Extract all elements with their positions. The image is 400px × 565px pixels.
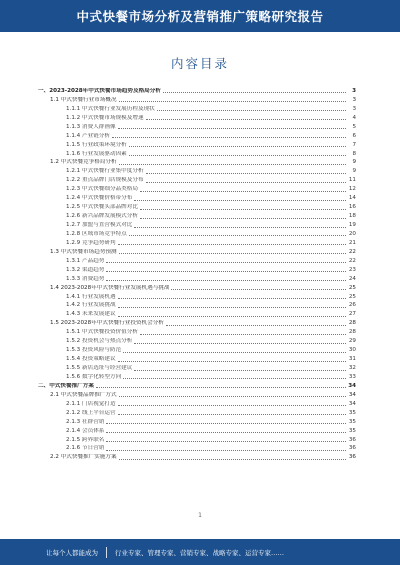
toc-entry-label: 2.1.1 门店视觉打造 [66, 400, 116, 407]
toc-leader-dots [123, 352, 346, 353]
toc-entry[interactable] [38, 158, 356, 167]
toc-entry-label: 2.1.5 跨界联名 [66, 436, 105, 443]
toc-entry-label: 1.4.2 行业发展挑战 [66, 302, 116, 309]
toc-entry[interactable] [38, 229, 356, 238]
footer-tagline: 行业专家、管理专家、营销专家、战略专家、运营专家…… [115, 548, 284, 557]
toc-entry[interactable] [38, 283, 356, 292]
toc-entry[interactable] [38, 247, 356, 256]
toc-entry-label: 一、2023-2028年中式快餐市场趋势及格局分析 [38, 87, 161, 94]
toc-leader-dots [118, 128, 346, 129]
toc-entry[interactable] [38, 274, 356, 283]
toc-entry-label: 2.1.4 会员体系 [66, 427, 105, 434]
toc-entry-page: 20 [348, 230, 356, 237]
toc-entry-page: 9 [352, 159, 356, 166]
toc-entry-page: 34 [348, 391, 356, 398]
toc-entry-label: 1.5.3 投资风险与防范 [66, 347, 122, 354]
toc-entry-page: 8 [352, 150, 356, 157]
toc-entry[interactable] [38, 86, 356, 95]
toc-entry[interactable] [38, 292, 356, 301]
toc-entry-page: 30 [348, 347, 356, 354]
toc-heading: 内容目录 [170, 56, 229, 71]
toc-entry-label: 2.1 中式快餐品牌推广方式 [50, 391, 117, 398]
toc-entry[interactable] [38, 390, 356, 399]
toc-entry-page: 36 [348, 445, 356, 452]
toc-entry[interactable] [38, 408, 356, 417]
toc-entry[interactable] [38, 149, 356, 158]
toc-entry[interactable] [38, 327, 356, 336]
toc-leader-dots [134, 227, 346, 228]
toc-leader-dots [140, 218, 346, 219]
toc-entry[interactable] [38, 301, 356, 310]
toc-entry-page: 25 [348, 284, 356, 291]
toc-leader-dots [118, 405, 346, 406]
toc-entry[interactable] [38, 202, 356, 211]
toc-leader-dots [119, 164, 346, 165]
toc-entry-page: 28 [348, 329, 356, 336]
toc-entry-page: 4 [352, 114, 356, 121]
toc-entry-page: 29 [348, 338, 356, 345]
toc-leader-dots [106, 280, 346, 281]
toc-entry-label: 1.3.2 渠道趋势 [66, 266, 105, 273]
toc-entry-label: 1.3.1 产品趋势 [66, 257, 105, 264]
toc-leader-dots [106, 441, 346, 442]
toc-entry-label: 1.5.1 中式快餐投资价值分析 [66, 329, 138, 336]
toc-leader-dots [140, 209, 346, 210]
toc-entry[interactable] [38, 452, 356, 461]
toc-entry-page: 24 [348, 275, 356, 282]
toc-entry-page: 6 [352, 132, 356, 139]
toc-entry-label: 1.2.1 中式快餐行业集中度分析 [66, 168, 144, 175]
toc-entry[interactable] [38, 113, 356, 122]
toc-entry-label: 1.1.4 产业链分析 [66, 132, 110, 139]
toc-entry[interactable] [38, 238, 356, 247]
toc-entry-label: 1.2.8 区域市场竞争特点 [66, 230, 127, 237]
toc-leader-dots [134, 200, 346, 201]
report-title: 中式快餐市场分析及营销推广策略研究报告 [76, 9, 324, 24]
toc-leader-dots [134, 370, 346, 371]
toc-entry[interactable] [38, 220, 356, 229]
toc-entry-page: 35 [348, 409, 356, 416]
toc-entry-label: 1.3 中式快餐市场趋势预测 [50, 248, 117, 255]
toc-leader-dots [106, 262, 346, 263]
toc-leader-dots [118, 414, 346, 415]
toc-entry-page: 33 [348, 373, 356, 380]
toc-entry[interactable] [38, 345, 356, 354]
toc-entry-label: 1.1.1 中式快餐行业发展历程及现状 [66, 105, 155, 112]
toc-entry-label: 2.1.2 线上平台运营 [66, 409, 116, 416]
toc-entry-label: 1.1.2 中式快餐市场规模及增速 [66, 114, 144, 121]
toc-entry-page: 32 [348, 365, 356, 371]
toc-entry-page: 19 [348, 222, 356, 228]
toc-leader-dots [106, 432, 346, 433]
toc-entry[interactable] [38, 435, 356, 444]
toc-entry-label: 1.5.4 投资策略建议 [66, 356, 116, 363]
toc-leader-dots [146, 173, 346, 174]
footer-divider [106, 547, 107, 558]
toc-leader-dots [118, 298, 346, 299]
toc-entry-page: 5 [352, 123, 356, 130]
toc-entry-label: 1.1.3 消费人群画像 [66, 123, 116, 130]
toc-entry[interactable] [38, 184, 356, 193]
toc-entry[interactable] [38, 131, 356, 140]
toc-entry-page: 16 [348, 204, 356, 211]
toc-entry[interactable] [38, 444, 356, 453]
report-header [0, 0, 400, 32]
toc-entry-page: 28 [348, 320, 356, 327]
toc-leader-dots [106, 450, 346, 451]
toc-entry-page: 3 [352, 96, 356, 103]
toc-entry-page: 18 [348, 213, 356, 220]
toc-entry[interactable] [38, 426, 356, 435]
report-footer [0, 539, 400, 565]
toc-entry[interactable] [38, 122, 356, 131]
toc-leader-dots [140, 191, 346, 192]
toc-entry[interactable] [38, 211, 356, 220]
toc-entry[interactable] [38, 175, 356, 184]
toc-entry-label: 1.1 中式快餐行业市场概况 [50, 96, 117, 103]
toc-entry-page: 25 [348, 293, 356, 300]
toc-entry-page: 9 [352, 168, 356, 175]
toc-entry[interactable] [38, 363, 356, 372]
toc-entry-page: 36 [348, 454, 356, 461]
toc-entry-label: 1.4.1 行业发展机遇 [66, 293, 116, 300]
toc-leader-dots [119, 101, 346, 102]
toc-entry-page: 3 [352, 105, 356, 112]
toc-entry[interactable] [38, 95, 356, 104]
toc-leader-dots [146, 119, 346, 120]
toc-leader-dots [146, 182, 346, 183]
toc-entry-page: 23 [348, 266, 356, 273]
toc-entry-page: 36 [348, 436, 356, 443]
toc-entry[interactable] [38, 381, 356, 390]
toc-leader-dots [123, 378, 346, 379]
toc-leader-dots [157, 110, 346, 111]
toc-leader-dots [171, 289, 346, 290]
toc-entry-label: 2.1.3 社群营销 [66, 418, 105, 425]
toc-entry-page: 3 [352, 87, 356, 94]
toc-entry-label: 1.4 2023-2028年中式快餐行业发展机遇与挑战 [50, 284, 170, 291]
toc-entry[interactable] [38, 140, 356, 149]
toc-entry[interactable] [38, 354, 356, 363]
toc-entry[interactable] [38, 417, 356, 426]
toc-leader-dots [119, 253, 346, 254]
toc-entry-page: 35 [348, 418, 356, 425]
toc-entry-label: 2.2 中式快餐推广实施方案 [50, 454, 117, 461]
toc-entry[interactable] [38, 399, 356, 408]
table-of-contents [38, 86, 356, 461]
toc-leader-dots [129, 155, 346, 156]
toc-leader-dots [118, 307, 346, 308]
toc-leader-dots [112, 137, 346, 138]
toc-entry-label: 1.2.9 竞争趋势研判 [66, 239, 116, 246]
toc-entry-page: 35 [348, 427, 356, 434]
toc-entry-page: 27 [348, 311, 356, 318]
toc-leader-dots [129, 146, 346, 147]
toc-entry[interactable] [38, 309, 356, 318]
toc-entry-label: 1.1.5 行业政策环境分析 [66, 141, 127, 148]
toc-leader-dots [118, 361, 346, 362]
toc-entry[interactable] [38, 256, 356, 265]
toc-entry-page: 21 [348, 239, 356, 246]
toc-entry-page: 34 [348, 400, 356, 407]
toc-entry-label: 2.1.6 节日营销 [66, 445, 105, 452]
toc-entry[interactable] [38, 336, 356, 345]
toc-entry-label: 1.5.5 新店选址与经营建议 [66, 365, 133, 371]
toc-entry-label: 1.2.5 中式快餐头部品牌对比 [66, 204, 138, 211]
toc-entry-page: 22 [348, 257, 356, 264]
toc-entry-page: 34 [348, 382, 356, 389]
toc-entry[interactable] [38, 104, 356, 113]
toc-entry-label: 1.3.3 消费趋势 [66, 275, 105, 282]
toc-leader-dots [134, 343, 346, 344]
toc-entry-label: 1.2.3 中式快餐细分品类格局 [66, 186, 138, 193]
toc-entry-label: 1.5 2023-2028年中式快餐行业投资机会分析 [50, 320, 164, 327]
toc-entry-page: 12 [348, 186, 356, 193]
toc-leader-dots [140, 334, 346, 335]
toc-entry-label: 1.1.6 行业发展驱动因素 [66, 150, 127, 157]
toc-leader-dots [166, 325, 346, 326]
toc-leader-dots [96, 387, 346, 388]
toc-entry[interactable] [38, 318, 356, 327]
toc-entry-page: 31 [348, 356, 356, 363]
toc-entry[interactable] [38, 166, 356, 175]
toc-leader-dots [119, 459, 346, 460]
toc-entry-label: 1.2.4 中式快餐价格带分布 [66, 195, 133, 202]
toc-entry[interactable] [38, 193, 356, 202]
toc-leader-dots [163, 92, 346, 93]
toc-entry-page: 26 [348, 302, 356, 309]
toc-entry-page: 22 [348, 248, 356, 255]
toc-leader-dots [106, 423, 346, 424]
toc-entry-label: 1.2.7 加盟与直营模式对比 [66, 222, 133, 228]
toc-entry-page: 7 [352, 141, 356, 148]
toc-leader-dots [118, 244, 346, 245]
page-number: 1 [198, 512, 202, 519]
toc-entry-label: 1.5.6 数字化转型方向 [66, 373, 122, 380]
toc-entry-page: 11 [348, 177, 356, 184]
toc-entry-label: 1.2 中式快餐竞争格局分析 [50, 159, 117, 166]
toc-leader-dots [129, 235, 346, 236]
toc-entry[interactable] [38, 265, 356, 274]
toc-entry-page: 14 [348, 195, 356, 202]
toc-leader-dots [119, 396, 346, 397]
toc-leader-dots [118, 316, 346, 317]
toc-entry-label: 1.2.6 新兴品牌发展模式分析 [66, 213, 138, 220]
toc-entry-label: 1.2.2 重点品牌门店规模及分布 [66, 177, 144, 184]
toc-leader-dots [106, 271, 346, 272]
toc-entry-label: 1.4.3 未来发展建议 [66, 311, 116, 318]
toc-entry-label: 二、中式快餐推广方案 [38, 382, 94, 389]
toc-entry[interactable] [38, 372, 356, 381]
toc-entry-label: 1.5.2 投资机会与热点分析 [66, 338, 133, 345]
footer-slogan: 让每个人都能成为 [46, 548, 98, 557]
